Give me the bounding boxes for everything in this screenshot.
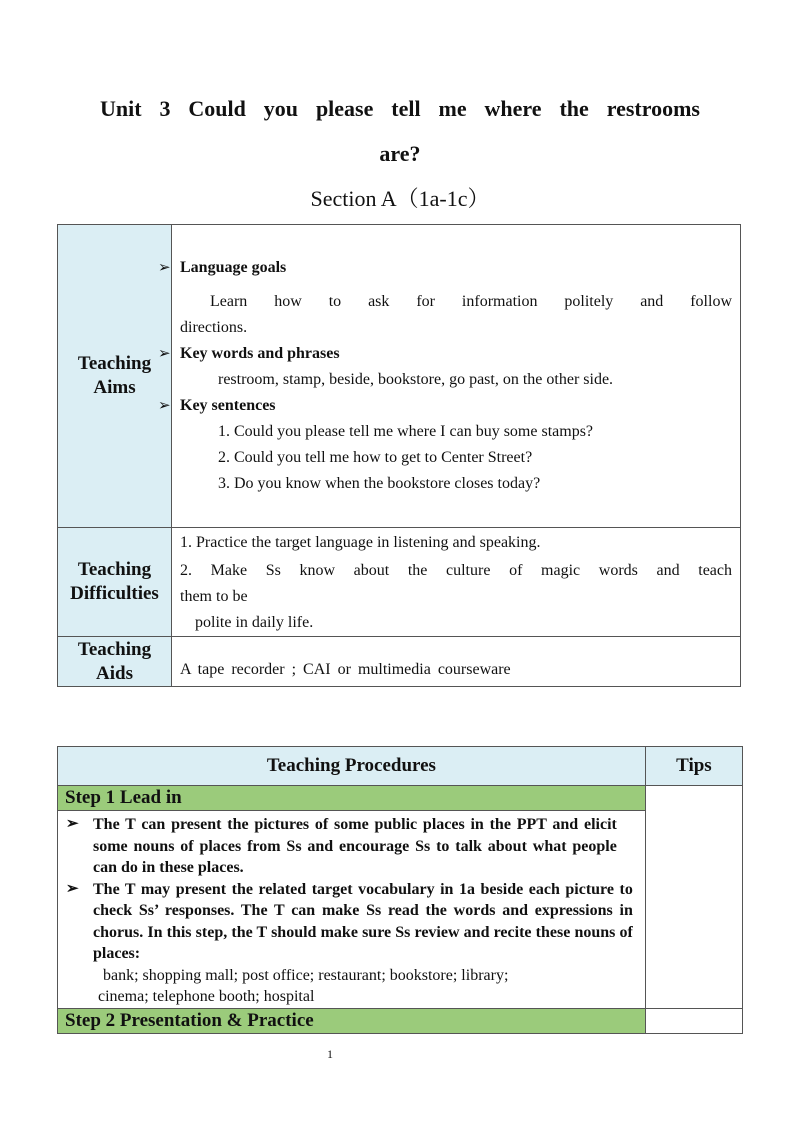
arrow-bullet-icon: ➢ <box>66 880 79 897</box>
step1-tips-cell <box>645 786 742 1009</box>
language-goals-text-2: directions. <box>180 319 248 336</box>
aids-content <box>172 637 741 687</box>
difficulty-2-line2: them to be <box>180 588 248 605</box>
language-goals-heading: Language goals <box>180 259 287 276</box>
step2-title: Step 2 Presentation & Practice <box>58 1009 646 1034</box>
section-subtitle: Section A（1a-1c） <box>310 186 490 211</box>
procedures-header: Teaching Procedures <box>58 747 646 786</box>
difficulty-1: 1. Practice the target language in listening and speaking. <box>180 534 541 551</box>
key-sentences-heading: Key sentences <box>180 397 276 414</box>
step1-content <box>58 811 646 1009</box>
step1-places-line2: cinema; telephone booth; hospital <box>98 988 315 1005</box>
key-words-text: restroom, stamp, beside, bookstore, go past, on the other side. <box>218 371 614 388</box>
procedures-table <box>57 746 743 1034</box>
teaching-info-table <box>57 224 741 687</box>
key-sentence-3: 3. Do you know when the bookstore closes today? <box>218 475 541 492</box>
step1-bullet-1: The T can present the pictures of some public places in the PPT and elicit some nouns of places from Ss and encourage Ss to talk about what people can do in these places. <box>93 816 617 876</box>
arrow-bullet-icon: ➢ <box>158 398 171 414</box>
aims-content <box>158 225 741 528</box>
aims-label: Teaching Aims <box>58 225 172 528</box>
arrow-bullet-icon: ➢ <box>66 816 79 832</box>
tips-header: Tips <box>645 747 742 786</box>
page-number: 1 <box>327 1047 333 1061</box>
difficulties-content <box>172 528 741 637</box>
key-sentence-1: 1. Could you please tell me where I can buy some stamps? <box>218 423 594 440</box>
arrow-bullet-icon: ➢ <box>158 260 171 276</box>
document-title-line1: Unit 3 Could you please tell me where the restrooms <box>100 96 700 121</box>
language-goals-text-1: Learn how to ask for information politely and follow <box>210 293 732 310</box>
aids-text: A tape recorder ; CAI or multimedia courseware <box>180 661 511 678</box>
difficulties-label: Teaching Difficulties <box>58 528 172 637</box>
key-sentence-2: 2. Could you tell me how to get to Center Street? <box>218 449 533 466</box>
key-words-heading: Key words and phrases <box>180 345 340 362</box>
step2-tips-cell <box>645 1009 742 1034</box>
step1-title: Step 1 Lead in <box>58 786 646 811</box>
difficulty-2-line3: polite in daily life. <box>195 614 314 631</box>
document-title-line2: are? <box>379 141 421 166</box>
step1-bullet-2: The T may present the related target vocabulary in 1a beside each picture to check Ss’ responses. The T can make Ss read the words and expressions in chorus. In this step, the T should make sure Ss review and recite these nouns of places: <box>93 880 633 962</box>
step1-places-line1: bank; shopping mall; post office; restaurant; bookstore; library; <box>103 966 509 984</box>
difficulty-2-line1: 2. Make Ss know about the culture of magic words and teach <box>180 562 732 579</box>
arrow-bullet-icon: ➢ <box>158 346 171 362</box>
aids-label: Teaching Aids <box>58 637 172 687</box>
